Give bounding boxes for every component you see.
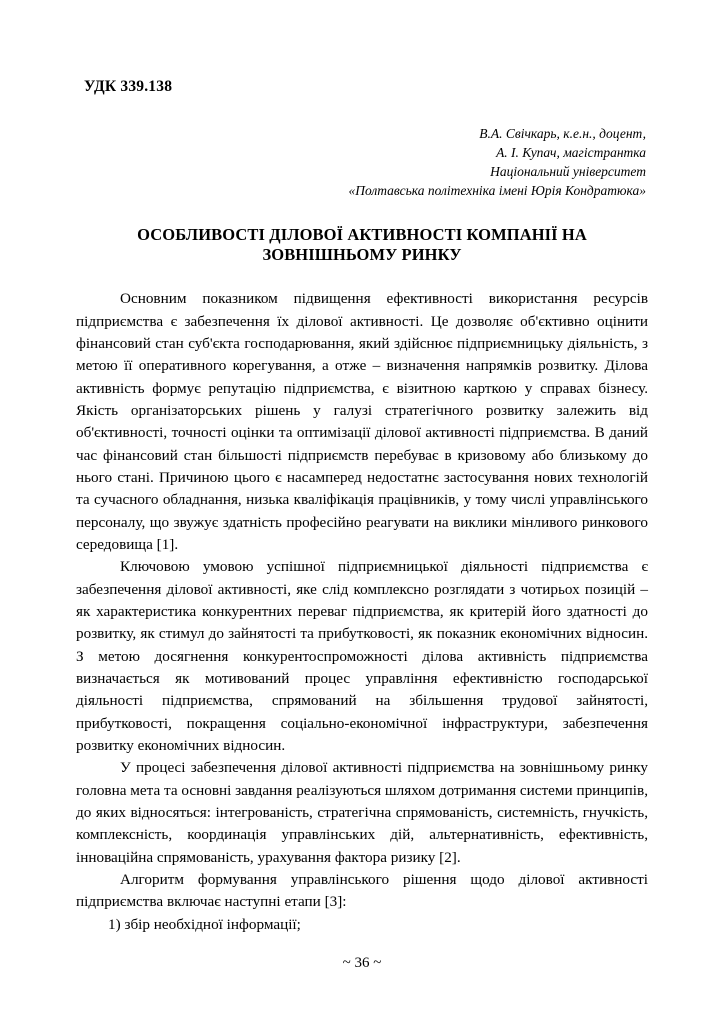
paragraph-2: Ключовою умовою успішної підприємницької діяльності підприємства є забезпечення ділової активності, яке слід комплексно розглядати з чотирьох позицій – як характеристика конкурентних переваг підприємства, як критерій його здатності до розвитку, як стимул до зайнятості та прибутковості, як показник економічних відносин. З метою досягнення конкурентоспроможності ділова активність підприємства визначається як мотивований процес управління ефективністю господарської діяльності підприємства, спрямований на збільшення трудової зайнятості, прибутковості, покращення соціально-економічної інфраструктури, забезпечення розвитку економічних відносин. bbox=[76, 558, 648, 755]
page-number: ~ 36 ~ bbox=[342, 955, 382, 971]
author-block bbox=[76, 124, 646, 201]
paragraph-4: Алгоритм формування управлінського рішення щодо ділової активності підприємства включає наступні етапи [3]: bbox=[76, 871, 648, 911]
paragraph-3: У процесі забезпечення ділової активності підприємства на зовнішньому ринку головна мета та основні завдання реалізуються шляхом дотримання системи принципів, до яких відносяться: інтегрованість, стратегічна спрямованість, системність, гнучкість, комплексність, координація управлінських дій, альтернативність, ефективність, інноваційна спрямованість, урахування фактора ризику [2]. bbox=[76, 759, 648, 866]
article-title: ОСОБЛИВОСТІ ДІЛОВОЇ АКТИВНОСТІ КОМПАНІЇ НА ЗОВНІШНЬОМУ РИНКУ bbox=[137, 224, 587, 265]
udk-code: УДК 339.138 bbox=[84, 78, 173, 95]
author-line-2: А. І. Купач, магістрантка bbox=[496, 145, 646, 161]
author-line-4: «Полтавська політехніка імені Юрія Кондратюка» bbox=[348, 183, 646, 199]
article-body bbox=[76, 288, 648, 936]
list-item: 1) збір необхідної інформації; bbox=[108, 915, 301, 933]
author-line-1: В.А. Свічкарь, к.е.н., доцент, bbox=[479, 126, 646, 141]
author-line-3: Національний університет bbox=[490, 164, 646, 180]
paragraph-1: Основним показником підвищення ефективності використання ресурсів підприємства є забезпечення їх ділової активності. Це дозволяє об'єктивно оцінити фінансовий стан суб'єкта господарювання, який здійснює підприємницьку діяльність, з метою її оперативного корегування, а отже – визначення напрямків розвитку. Ділова активність формує репутацію підприємства, є візитною карткою у справах бізнесу. Якість організаторських рішень у галузі стратегічного розвитку залежить від об'єктивності, точності оцінки та оптимізації ділової активності підприємства. В даний час фінансовий стан більшості підприємств перебуває в кризовому або близькому до нього стані. Причиною цього є насамперед недостатнє застосування нових технологій та сучасного обладнання, низька кваліфікація працівників, у тому числі управлінського персоналу, що звужує здатність професійно реагувати на виклики мінливого ринкового середовища [1]. bbox=[76, 290, 648, 553]
